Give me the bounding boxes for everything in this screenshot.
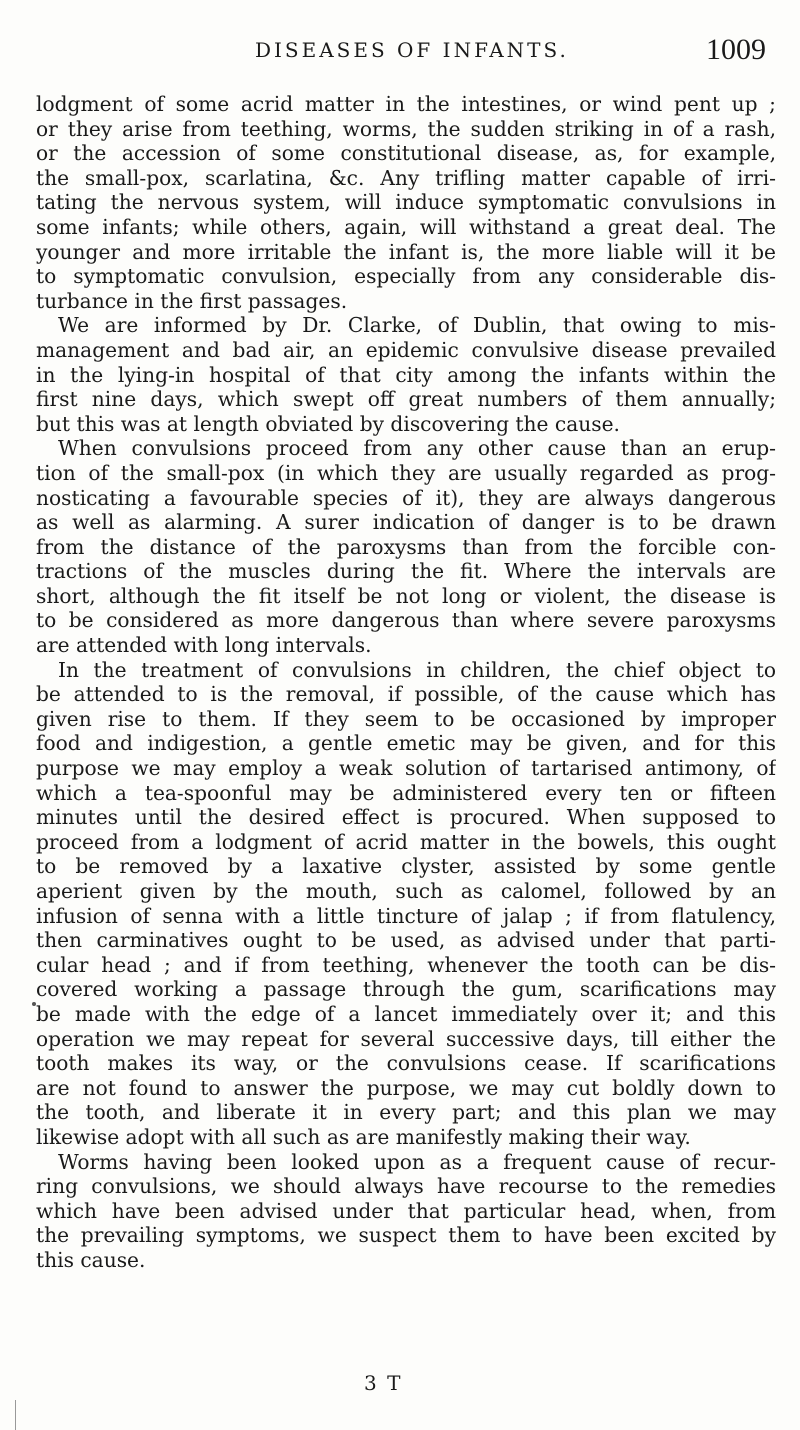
text-line: or the accession of some constitutional disease, as, for example, [36, 141, 776, 166]
page-number: 1009 [706, 33, 766, 66]
print-speck [32, 1002, 36, 1006]
text-line: infusion of senna with a little tincture of jalap ; if from flatulency, [36, 903, 776, 928]
text-line: the tooth, and liberate it in every part; and this plan we may [36, 1100, 776, 1125]
text-line: which a tea-spoonful may be administered every ten or fifteen [36, 780, 776, 805]
text-line: as well as alarming. A surer indication of danger is to be drawn [36, 510, 776, 535]
paragraph-start: We are informed by Dr. Clarke, of Dublin, that owing to mis- [58, 313, 776, 338]
body-text [36, 92, 776, 1273]
text-line: are attended with long intervals. [36, 633, 372, 658]
text-line: from the distance of the paroxysms than from the forcible con- [36, 534, 776, 559]
text-line: given rise to them. If they seem to be occasioned by improper [36, 706, 776, 731]
text-line: short, although the fit itself be not long or violent, the disease is [36, 583, 776, 608]
signature-mark: 3 T [364, 1371, 403, 1395]
paragraph-start: When convulsions proceed from any other cause than an erup- [58, 436, 776, 461]
text-line: tion of the small-pox (in which they are usually regarded as prog- [36, 460, 776, 485]
text-line: be attended to is the removal, if possible, of the cause which has [36, 682, 776, 707]
text-line: nosticating a favourable species of it), they are always dangerous [36, 485, 776, 510]
text-line: be made with the edge of a lancet immediately over it; and this [36, 1001, 776, 1026]
text-line: aperient given by the mouth, such as calomel, followed by an [36, 879, 776, 903]
text-line: management and bad air, an epidemic convulsive disease prevailed [36, 337, 776, 362]
text-line: turbance in the first passages. [36, 288, 348, 313]
text-line: to be removed by a laxative clyster, assisted by some gentle [36, 854, 776, 879]
text-line: the prevailing symptoms, we suspect them to have been excited by [36, 1223, 776, 1248]
text-line: tractions of the muscles during the fit. Where the intervals are [36, 559, 776, 584]
text-line: younger and more irritable the infant is, the more liable will it be [36, 239, 776, 264]
text-line: in the lying-in hospital of that city among the infants within the [36, 362, 776, 387]
text-line: this cause. [36, 1247, 146, 1272]
text-line: the small-pox, scarlatina, &c. Any trifling matter capable of irri- [36, 165, 776, 190]
text-line: then carminatives ought to be used, as advised under that parti- [36, 928, 776, 953]
text-line: tooth makes its way, or the convulsions cease. If scarifications [36, 1051, 776, 1076]
text-line: purpose we may employ a weak solution of tartarised antimony, of [36, 756, 776, 781]
page-header [0, 33, 800, 78]
text-line: likewise adopt with all such as are manifestly making their way. [36, 1124, 691, 1149]
text-line: or they arise from teething, worms, the sudden striking in of a rash, [36, 116, 776, 141]
text-line: to symptomatic convulsion, especially from any considerable dis- [36, 264, 776, 289]
text-line: are not found to answer the purpose, we may cut boldly down to [36, 1075, 776, 1100]
text-line: which have been advised under that particular head, when, from [36, 1198, 776, 1223]
text-line: operation we may repeat for several successive days, till either the [36, 1026, 776, 1051]
paragraph-start: Worms having been looked upon as a frequent cause of recur- [58, 1149, 776, 1174]
text-line: some infants; while others, again, will withstand a great deal. The [36, 214, 776, 239]
text-line: covered working a passage through the gum, scarifications may [36, 977, 776, 1002]
text-line: but this was at length obviated by discovering the cause. [36, 411, 620, 436]
text-line: minutes until the desired effect is procured. When supposed to [36, 805, 776, 830]
text-line: proceed from a lodgment of acrid matter in the bowels, this ought [36, 829, 776, 854]
text-line: first nine days, which swept off great numbers of them annually; [36, 387, 776, 412]
text-line: lodgment of some acrid matter in the intestines, or wind pent up ; [36, 92, 776, 116]
paragraph-start: In the treatment of convulsions in children, the chief object to [58, 657, 776, 682]
text-line: ring convulsions, we should always have recourse to the remedies [36, 1174, 776, 1199]
running-head: DISEASES OF INFANTS. [255, 38, 569, 62]
text-line: tating the nervous system, will induce symptomatic convulsions in [36, 190, 776, 215]
margin-rule [15, 1400, 16, 1430]
text-line: cular head ; and if from teething, whenever the tooth can be dis- [36, 952, 776, 977]
text-line: food and indigestion, a gentle emetic may be given, and for this [36, 731, 776, 756]
text-line: to be considered as more dangerous than where severe paroxysms [36, 608, 776, 633]
